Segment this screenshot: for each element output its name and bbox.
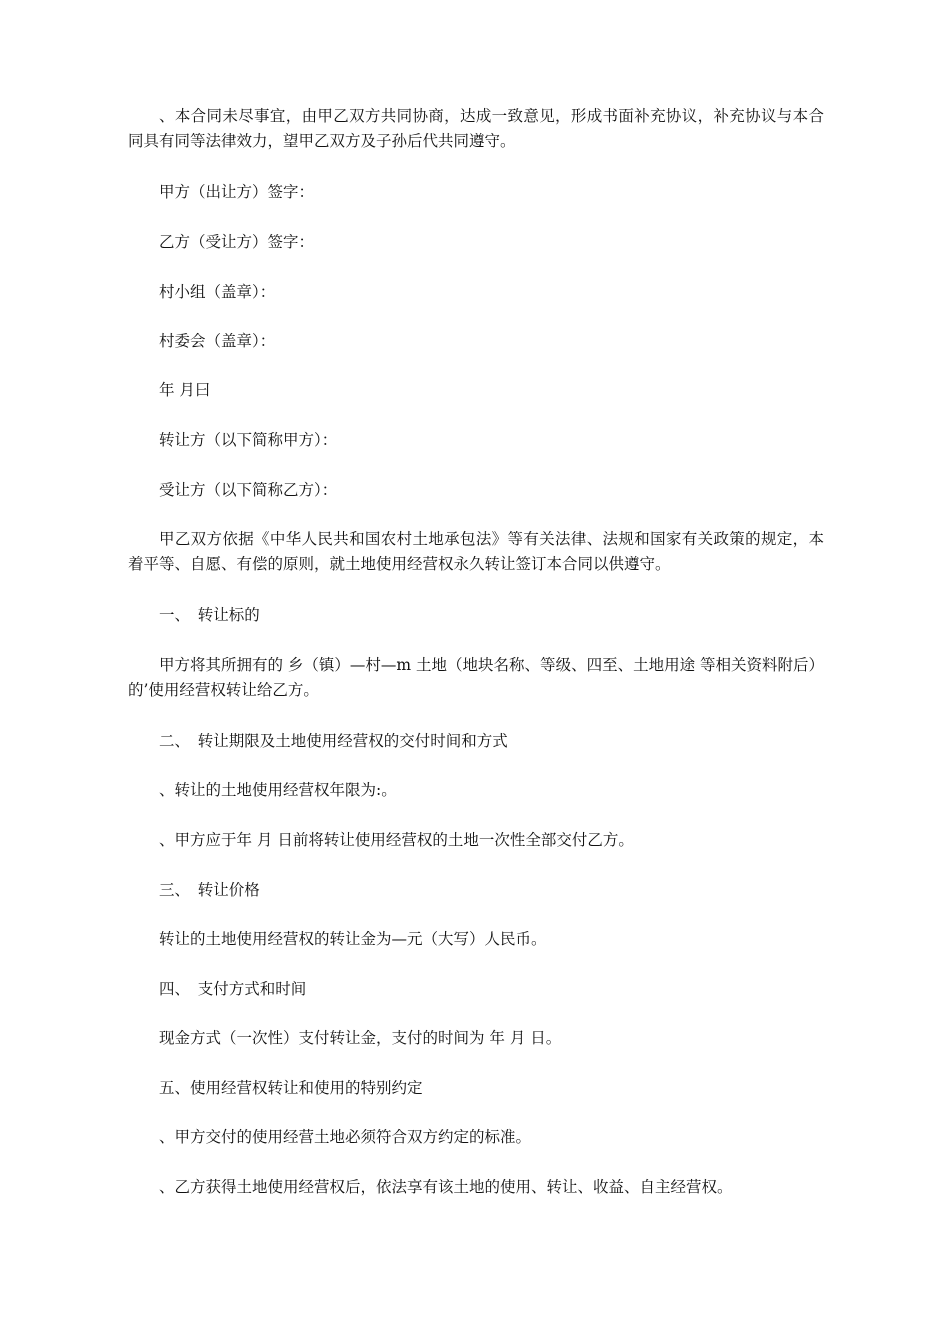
- paragraph-supplementary-agreement: 、本合同未尽事宜，由甲乙双方共同协商，达成一致意见，形成书面补充协议，补充协议与本合同具有同等法律效力，望甲乙双方及子孙后代共同遵守。: [128, 107, 824, 150]
- section-heading-5: 五、使用经营权转让和使用的特别约定: [159, 1079, 423, 1097]
- village-group-seal-line: 村小组（盖章）：: [159, 283, 276, 301]
- section-heading-3: 三、 转让价格: [159, 881, 260, 899]
- section-heading-2: 二、 转让期限及土地使用经营权的交付时间和方式: [159, 732, 508, 750]
- party-b-signature-line: 乙方（受让方）签字：: [159, 233, 315, 251]
- transferor-line: 转让方（以下简称甲方）：: [159, 431, 338, 449]
- paragraph-transfer-object: 甲方将其所拥有的 乡（镇）—村—m 土地（地块名称、等级、四至、土地用途 等相关资料附后）的’使用经营权转让给乙方。: [128, 656, 824, 699]
- paragraph-legal-basis: 甲乙双方依据《中华人民共和国农村土地承包法》等有关法律、法规和国家有关政策的规定，本着平等、自愿、有偿的原则，就土地使用经营权永久转让签订本合同以供遵守。: [128, 530, 824, 573]
- section-heading-1: 一、 转让标的: [159, 606, 260, 624]
- clause-transfer-price: 转让的土地使用经营权的转让金为—元（大写）人民币。: [159, 930, 547, 948]
- clause-land-standard: 、甲方交付的使用经营土地必须符合双方约定的标准。: [159, 1128, 532, 1146]
- clause-transfer-term: 、转让的土地使用经营权年限为:。: [159, 781, 397, 799]
- clause-transferee-rights: 、乙方获得土地使用经营权后，依法享有该土地的使用、转让、收益、自主经营权。: [159, 1178, 733, 1196]
- clause-payment-method: 现金方式（一次性）支付转让金，支付的时间为 年 月 日。: [159, 1029, 562, 1047]
- clause-delivery-date: 、甲方应于年 月 日前将转让使用经营权的土地一次性全部交付乙方。: [159, 831, 634, 849]
- transferee-line: 受让方（以下简称乙方）：: [159, 481, 338, 499]
- section-heading-4: 四、 支付方式和时间: [159, 980, 307, 998]
- date-line: 年 月曰: [159, 381, 211, 399]
- village-committee-seal-line: 村委会（盖章）：: [159, 332, 276, 350]
- party-a-signature-line: 甲方（出让方）签字：: [159, 183, 315, 201]
